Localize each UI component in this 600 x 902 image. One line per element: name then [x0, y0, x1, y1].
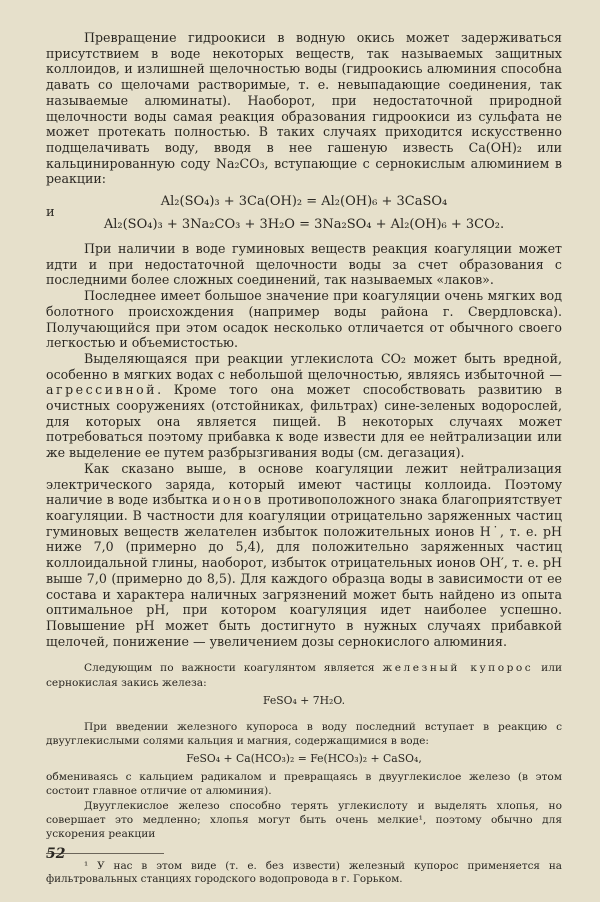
footnote-1: ¹ У нас в этом виде (т. е. без извести) железный купорос применяется на фильтровальных станциях городского водопровода в г. Горьком. [46, 860, 562, 886]
term-ions: ионов [211, 492, 264, 508]
conjunction-and: и [46, 205, 55, 221]
small-paragraph-4: Двууглекислое железо способно терять углекислоту и выделять хлопья, но совершает это медленно; хлопья могут быть очень мелкие¹, поэтому обычно для ускорения реакции [46, 799, 562, 840]
small-paragraph-3: обмениваясь с кальцием радикалом и превращаясь в двууглекислое железо (в этом состоит главное отличие от алюминия). [46, 771, 562, 798]
paragraph-4 [46, 351, 562, 461]
paragraph-5 [46, 461, 562, 649]
equation-2: Al₂(SO₄)₃ + 3Na₂CO₃ + 3H₂O = 3Na₂SO₄ + Al₂(OH)₆ + 3CO₂. [103, 217, 505, 233]
paragraph-5-part-c: противоположного знака благоприятствует коагуляции. В частности для коагуляции отрицательно заряженных частиц гуминовых веществ желателен избыток положительных ионов H˙, т. е. pH ниже 7,0 (примерно до 5,4), для положительно заряженных частиц коллоидальной глины, наоборот, избыток отрицательных ионов OH′, т. е. pH выше 7,0 (примерно до 8,5). Для каждого образца воды в зависимости от ее состава и характера наличных загрязнений может быть найдено из опыта оптимальное pH, при котором коагуляция идет наиболее успешно. Повышение pH может быть достигнуто в нужных случаях прибавкой щелочей, понижение — увеличением дозы сернокислого алюминия. [46, 492, 562, 649]
main-text [46, 30, 562, 649]
paragraph-3: Последнее имеет большое значение при коагуляции очень мягких вод болотного происхождения (например воды района г. Свердловска). Получающийся при этом осадок несколько отличается от обычного своего легкостью и объемистостью. [46, 288, 562, 351]
term-aggressive: агрессивной [46, 382, 158, 398]
small-paragraph-1-part-c: или сернокислая закись железа: [46, 662, 563, 689]
equation-4: FeSO₄ + Ca(HCO₃)₂ = Fe(HCO₃)₂ + CaSO₄, [186, 752, 422, 766]
term-iron-vitriol: железный купорос [382, 662, 534, 675]
footnotes [46, 860, 562, 886]
paragraph-1: Превращение гидроокиси в водную окись может задерживаться присутствием в воде некоторых веществ, так называемых защитных коллоидов, и излишней щелочностью воды (гидроокись алюминия способна давать со щелочами растворимые, т. е. невыпадающие соединения, так называемые алюминаты). Наоборот, при недостаточной природной щелочности воды самая реакция образования гидроокиси из сульфата не может протекать полностью. В таких случаях приходится искусственно подщелачивать воду, вводя в нее гашеную известь Ca(OH)₂ или кальцинированную соду Na₂CO₃, вступающие с сернокислым алюминием в реакции: [46, 30, 562, 187]
equation-3: FeSO₄ + 7H₂O. [262, 693, 346, 707]
small-paragraph-2: При введении железного купороса в воду последний вступает в реакцию с двууглекислыми солями кальция и магния, содержащимися в воде: [46, 720, 562, 747]
page-number: 52 [46, 846, 66, 862]
paragraph-4-part-c: . Кроме того она может способствовать развитию в очистных сооружениях (отстойниках, фильтрах) сине-зеленых водорослей, для которых она является пищей. В некоторых случаях может потребоваться поэтому прибавка к воде извести для ее нейтрализации или же выделение ее путем разбрызгивания воды (см. дегазация). [46, 382, 562, 461]
equation-2-row [46, 205, 562, 233]
paragraph-4-part-a: Выделяющаяся при реакции углекислота CO₂ может быть вредной, особенно в мягких водах с небольшой щелочностью, являясь избыточной — [46, 350, 562, 382]
small-text [46, 661, 562, 841]
equation-1: Al₂(SO₄)₃ + 3Ca(OH)₂ = Al₂(OH)₆ + 3CaSO₄ [160, 194, 448, 210]
small-paragraph-1-part-a: Следующим по важности коагулянтом является [84, 662, 383, 675]
small-paragraph-1 [46, 661, 562, 689]
paragraph-5-part-a: Как сказано выше, в основе коагуляции лежит нейтрализация электрического заряда, который имеют частицы коллоида. Поэтому наличие в воде избытка [46, 460, 562, 508]
paragraph-2: При наличии в воде гуминовых веществ реакция коагуляции может идти и при недостаточной щелочности воды за счет образования с последними более сложных соединений, так называемых «лаков». [46, 241, 562, 288]
